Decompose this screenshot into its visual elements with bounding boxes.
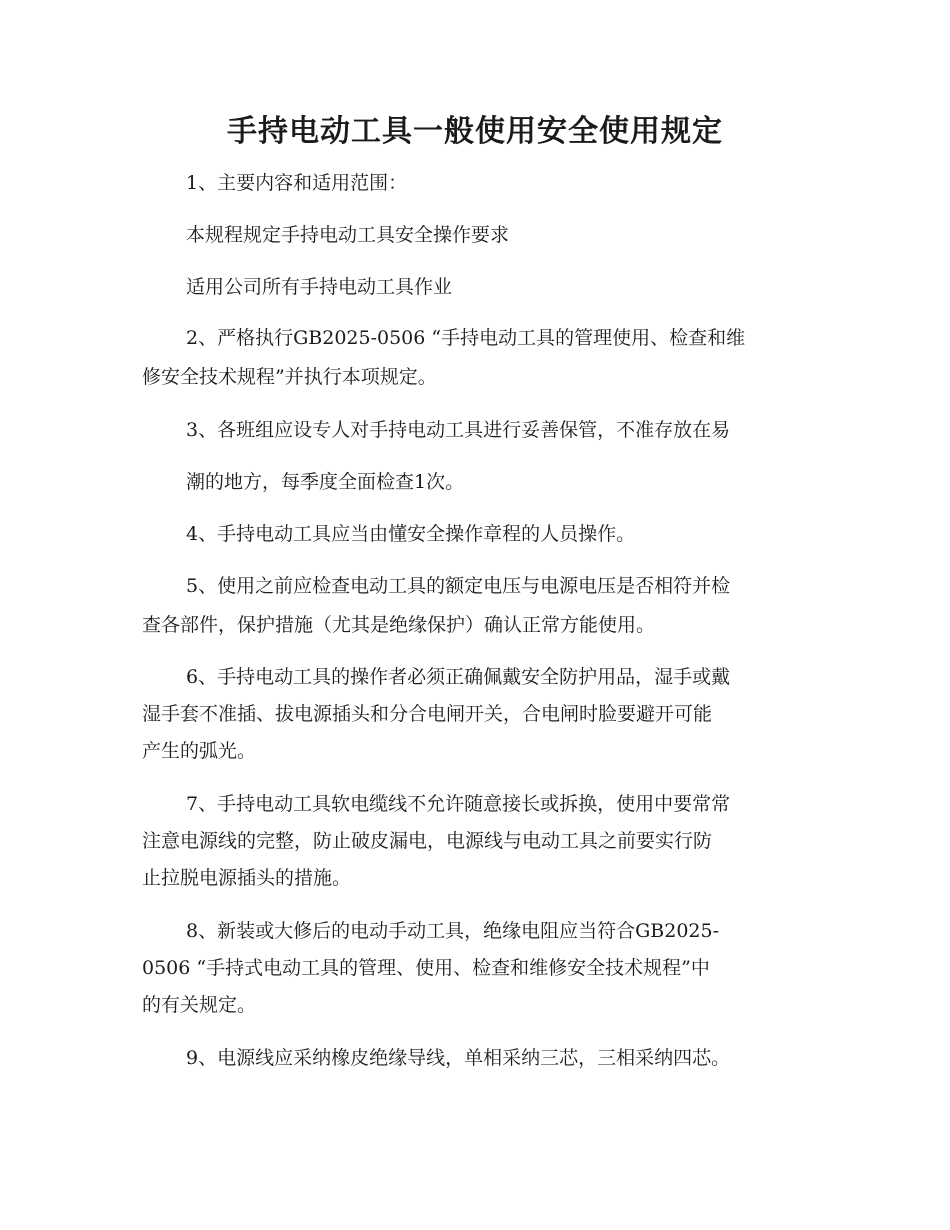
section-1-scope-line: 本规程规定手持电动工具安全操作要求: [186, 224, 510, 246]
section-9-line-1: 9、电源线应采纳橡皮绝缘导线，单相采纳三芯，三相采纳四芯。: [186, 1047, 731, 1069]
section-2-line-2: 修安全技术规程”并执行本项规定。: [142, 366, 437, 388]
section-2-line-1: 2、严格执行GB2025-0506 “手持电动工具的管理使用、检查和维: [186, 327, 746, 349]
document-title: 手持电动工具一般使用安全使用规定: [227, 114, 723, 149]
section-5-line-1: 5、使用之前应检查电动工具的额定电压与电源电压是否相符并检: [186, 575, 731, 597]
section-6-line-1: 6、手持电动工具的操作者必须正确佩戴安全防护用品，湿手或戴: [186, 666, 731, 688]
section-7-line-3: 止拉脱电源插头的措施。: [142, 867, 352, 889]
section-1-heading: 1、主要内容和适用范围：: [186, 172, 408, 194]
section-8-line-2: 0506 “手持式电动工具的管理、使用、检查和维修安全技术规程”中: [142, 957, 710, 979]
section-8-line-1: 8、新装或大修后的电动手动工具，绝缘电阻应当符合GB2025-: [186, 920, 720, 942]
section-8-line-3: 的有关规定。: [142, 994, 257, 1016]
section-1-applicability-line: 适用公司所有手持电动工具作业: [186, 276, 453, 298]
section-7-line-2: 注意电源线的完整，防止破皮漏电，电源线与电动工具之前要实行防: [142, 830, 713, 852]
section-3-line-1: 3、各班组应设专人对手持电动工具进行妥善保管，不准存放在易: [186, 419, 731, 441]
section-6-line-2: 湿手套不准插、拔电源插头和分合电闸开关，合电闸时脸要避开可能: [142, 703, 713, 725]
section-6-line-3: 产生的弧光。: [142, 740, 257, 762]
section-3-line-2: 潮的地方，每季度全面检查1次。: [186, 471, 465, 493]
section-4-line-1: 4、手持电动工具应当由懂安全操作章程的人员操作。: [186, 523, 636, 545]
section-7-line-1: 7、手持电动工具软电缆线不允许随意接长或拆换，使用中要常常: [186, 793, 731, 815]
section-5-line-2: 查各部件，保护措施（尤其是绝缘保护）确认正常方能使用。: [142, 614, 656, 636]
